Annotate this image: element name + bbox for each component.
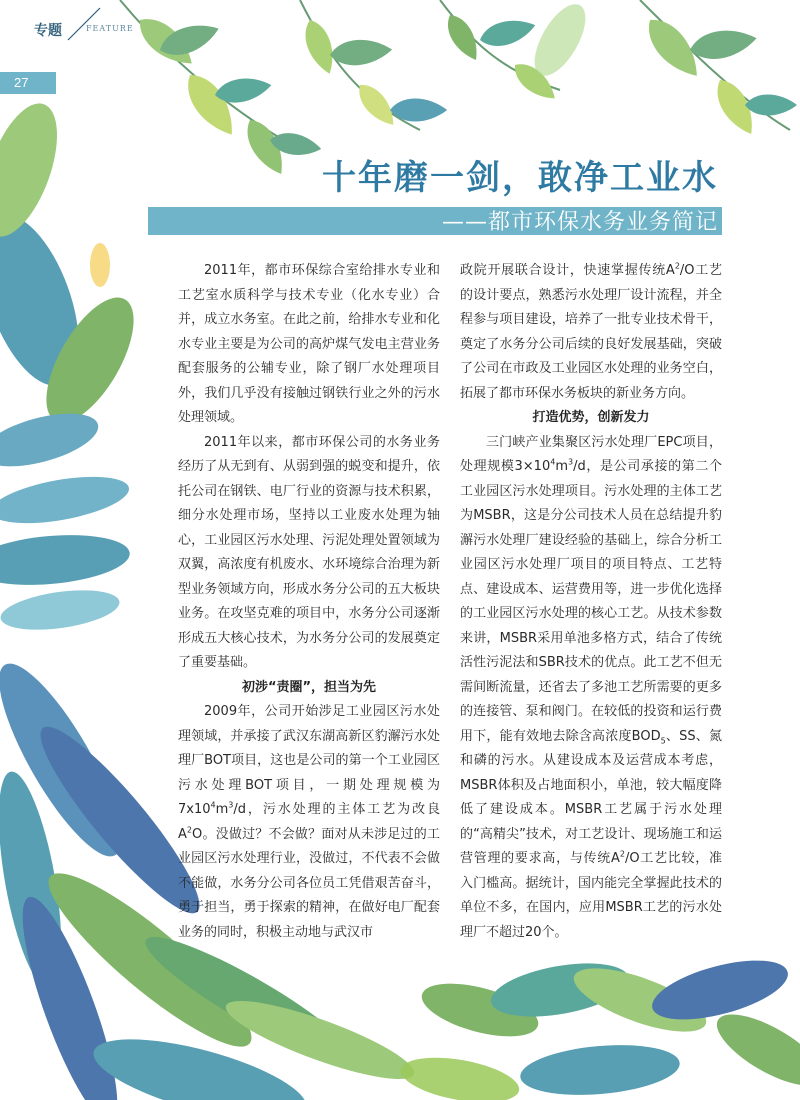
section-heading: 打造优势，创新发力 — [532, 410, 650, 425]
section-label: 专题 — [34, 23, 62, 39]
paragraph: 2011年，都市环保综合室给排水专业和工艺室水质科学与技术专业（化水专业）合并，成立水务室。在此之前，给排水专业和化水专业主要是为公司的高炉煤气发电主营业务配套服务的公辅专业，除了钢厂水处理项目外，我们几乎没有接触过钢铁行业之外的污水处理领域。 — [178, 263, 440, 425]
paragraph: 三门峡产业集聚区污水处理厂EPC项目，处理规模$3\times 10^4m^3/d$，是公司承接的第二个工业园区污水处理项目。污水处理的主体工艺为MSBR，这是分公司技术人员在总结提升豹澥污水处理厂建设经验的基础上，综合分析工业园区污水处理厂项目的项目特点、工艺特点、建设成本、运营费用等，进一步优化选择的工业园区污水处理的核心工艺。从技术参数来讲，MSBR采用单池多格方式，结合了传统活性污泥法和SBR技术的优点。此工艺不但无需间断流量，还省去了多池工艺所需要的更多的连接管、泵和阀门。在较低的投资和运行费用下，能有效地去除含高浓度$BOD_5$、SS、氮和磷的污水。从建设成本及运营成本考虑，MSBR体积及占地面积小，单池，较大幅度降低了建设成本。MSBR工艺属于污水处理的“高精尖”技术，对工艺设计、现场施工和运营管理的要求高，与传统$A^2/O$工艺比较，准入门槛高。据统计，国内能完全掌握此技术的单位不多，在国内，应用MSBR工艺的污水处理厂不超过20个。 — [460, 434, 722, 940]
right-column — [460, 259, 722, 945]
paragraph: 2011年以来，都市环保公司的水务业务经历了从无到有、从弱到强的蜕变和提升，依托公司在钢铁、电厂行业的资源与技术积累，细分水处理市场，坚持以工业废水处理为轴心，工业园区污水处理、污泥处理处置领域为双翼，高浓度有机废水、水环境综合治理为新型业务领域方向，形成水务分公司的五大板块业务。在攻坚克难的项目中，水务分公司逐渐形成五大核心技术，为水务分公司的发展奠定了重要基础。 — [178, 434, 440, 670]
paragraph: 2009年，公司开始涉足工业园区污水处理领域，并承接了武汉东湖高新区豹澥污水处理厂BOT项目，这也是公司的第一个工业园区污水处理BOT项目，一期处理规模为$7x10^4m^3/d$，污水处理的主体工艺为改良$A^2O$。没做过？不会做？面对从未涉足过的工业园区污水处理行业，没做过，不代表不会做不能做，水务分公司各位员工凭借艰苦奋斗，勇于担当，勇于探索的精神，在做好电厂配套业务的同时，积极主动地与武汉市 — [178, 704, 440, 940]
page-number: 27 — [0, 72, 56, 94]
section-heading: 初涉“责圈”，担当为先 — [241, 679, 377, 695]
left-column — [178, 259, 440, 945]
article-title: 十年磨一剑，敢净工业水 — [322, 158, 718, 198]
article-subtitle: ——都市环保水务业务简记 — [441, 210, 718, 235]
page-header — [0, 0, 260, 110]
section-subtitle: FEATURE — [86, 24, 134, 33]
paragraph: 政院开展联合设计，快速掌握传统$A^2/O$工艺的设计要点，熟悉污水处理厂设计流程，并全程参与项目建设，培养了一批专业技术骨干，奠定了水务分公司后续的良好发展基础，突破了公司在市政及工业园区水处理的业务空白，拓展了都市环保水务板块的新业务方向。 — [460, 261, 722, 401]
